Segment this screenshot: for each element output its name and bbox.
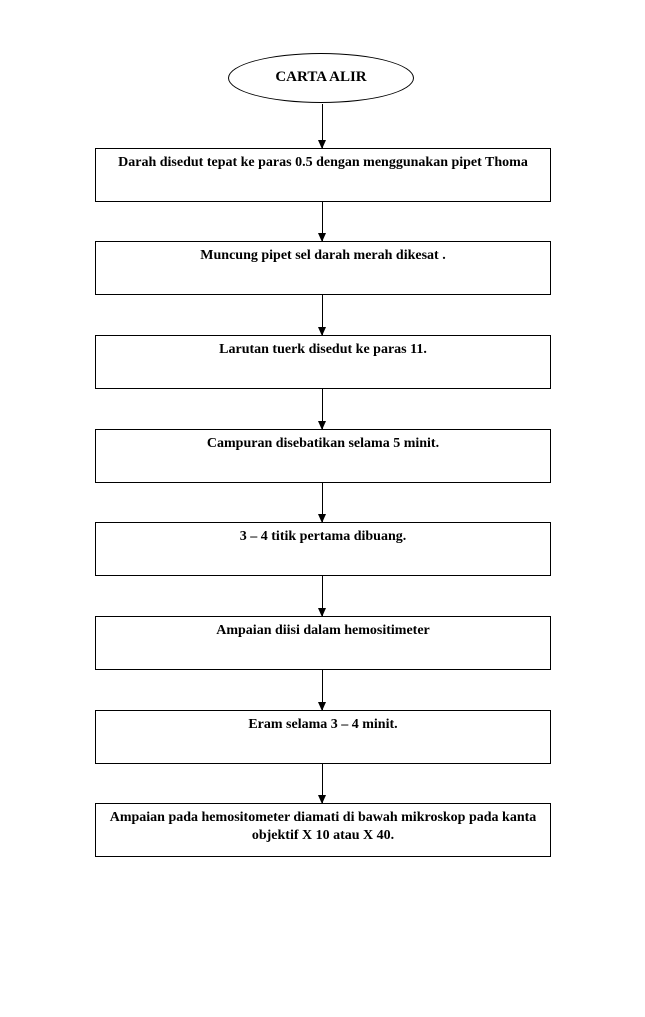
flow-step-text: Ampaian diisi dalam hemositimeter xyxy=(216,623,430,638)
flow-step-3 xyxy=(95,335,551,389)
flow-arrow xyxy=(322,670,323,710)
flow-arrow xyxy=(322,389,323,429)
flow-arrow xyxy=(322,104,323,148)
start-label: CARTA ALIR xyxy=(275,68,367,85)
flow-arrow xyxy=(322,576,323,616)
flow-step-text: 3 – 4 titik pertama dibuang. xyxy=(239,529,407,544)
flow-step-text: Campuran disebatikan selama 5 minit. xyxy=(206,436,440,451)
flow-step-2 xyxy=(95,241,551,295)
flow-step-text: Muncung pipet sel darah merah dikesat . xyxy=(200,248,446,263)
flow-arrow xyxy=(322,483,323,522)
flow-arrow xyxy=(322,295,323,335)
flow-step-text: Larutan tuerk disedut ke paras 11. xyxy=(219,342,427,357)
flow-step-4 xyxy=(95,429,551,483)
flow-step-8 xyxy=(95,803,551,857)
flow-step-1 xyxy=(95,148,551,202)
flow-arrow xyxy=(322,202,323,241)
flow-step-text: Ampaian pada hemositometer diamati di bawah mikroskop pada kanta objektif X 10 atau X 40. xyxy=(109,810,537,843)
flow-step-5 xyxy=(95,522,551,576)
flow-arrow xyxy=(322,764,323,803)
flow-step-7 xyxy=(95,710,551,764)
flow-step-text: Eram selama 3 – 4 minit. xyxy=(248,717,398,732)
flow-step-text: Darah disedut tepat ke paras 0.5 dengan menggunakan pipet Thoma xyxy=(118,155,528,170)
flow-step-6 xyxy=(95,616,551,670)
start-terminal xyxy=(228,53,414,103)
